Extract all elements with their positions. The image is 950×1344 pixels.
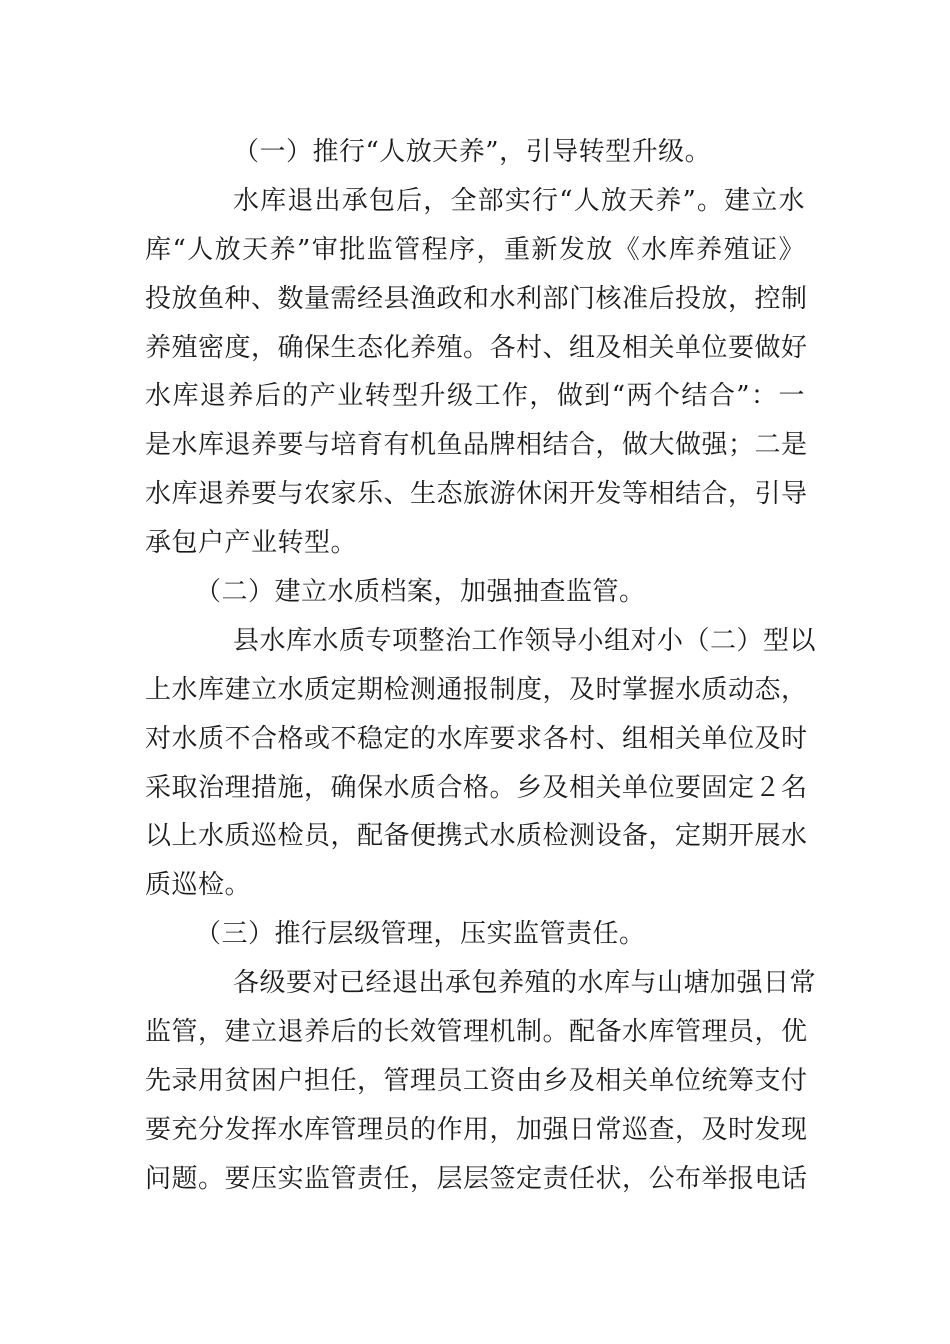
paragraph-line: 承包户产业转型。: [145, 528, 358, 559]
paragraph-line: 各级要对已经退出承包养殖的水库与山塘加强日常: [233, 968, 817, 999]
paragraph-line: 是水库退养要与培育有机鱼品牌相结合，做大做强；二是: [145, 430, 808, 461]
paragraph-line: 养殖密度，确保生态化养殖。各村、组及相关单位要做好: [145, 332, 808, 363]
document-page: [145, 128, 817, 1204]
paragraph-line: 问题。要压实监管责任，层层签定责任状，公布举报电话: [145, 1163, 808, 1194]
paragraph-line: 要充分发挥水库管理员的作用，加强日常巡查，及时发现: [145, 1114, 808, 1145]
paragraph-line: 水库退出承包后，全部实行“人放天养”。建立水: [233, 185, 805, 216]
paragraph-line: 先录用贫困户担任，管理员工资由乡及相关单位统筹支付: [145, 1065, 808, 1096]
paragraph-line: 上水库建立水质定期检测通报制度，及时掌握水质动态，: [145, 674, 808, 705]
paragraph-line: 县水库水质专项整治工作领导小组对小（二）型以: [233, 625, 817, 656]
paragraph-line: 监管，建立退养后的长效管理机制。配备水库管理员，优: [145, 1017, 808, 1048]
paragraph-line: 投放鱼种、数量需经县渔政和水利部门核准后投放，控制: [145, 283, 808, 314]
paragraph-line: 以上水质巡检员，配备便携式水质检测设备，定期开展水: [145, 821, 808, 852]
paragraph-line: 水库退养要与农家乐、生态旅游休闲开发等相结合，引导: [145, 479, 808, 510]
paragraph-line: 库“人放天养”审批监管程序，重新发放《水库养殖证》: [145, 234, 805, 265]
paragraph-line: 质巡检。: [145, 870, 252, 901]
paragraph-line: 水库退养后的产业转型升级工作，做到“两个结合”：一: [145, 381, 805, 412]
paragraph-line: 对水质不合格或不稳定的水库要求各村、组相关单位及时: [145, 723, 808, 754]
section-heading-3: （三）推行层级管理，压实监管责任。: [195, 919, 646, 950]
section-heading-1: （一）推行“人放天养”，引导转型升级。: [233, 137, 712, 167]
section-heading-2: （二）建立水质档案，加强抽查监管。: [195, 577, 646, 608]
paragraph-line: 采取治理措施，确保水质合格。乡及相关单位要固定２名: [145, 772, 808, 803]
